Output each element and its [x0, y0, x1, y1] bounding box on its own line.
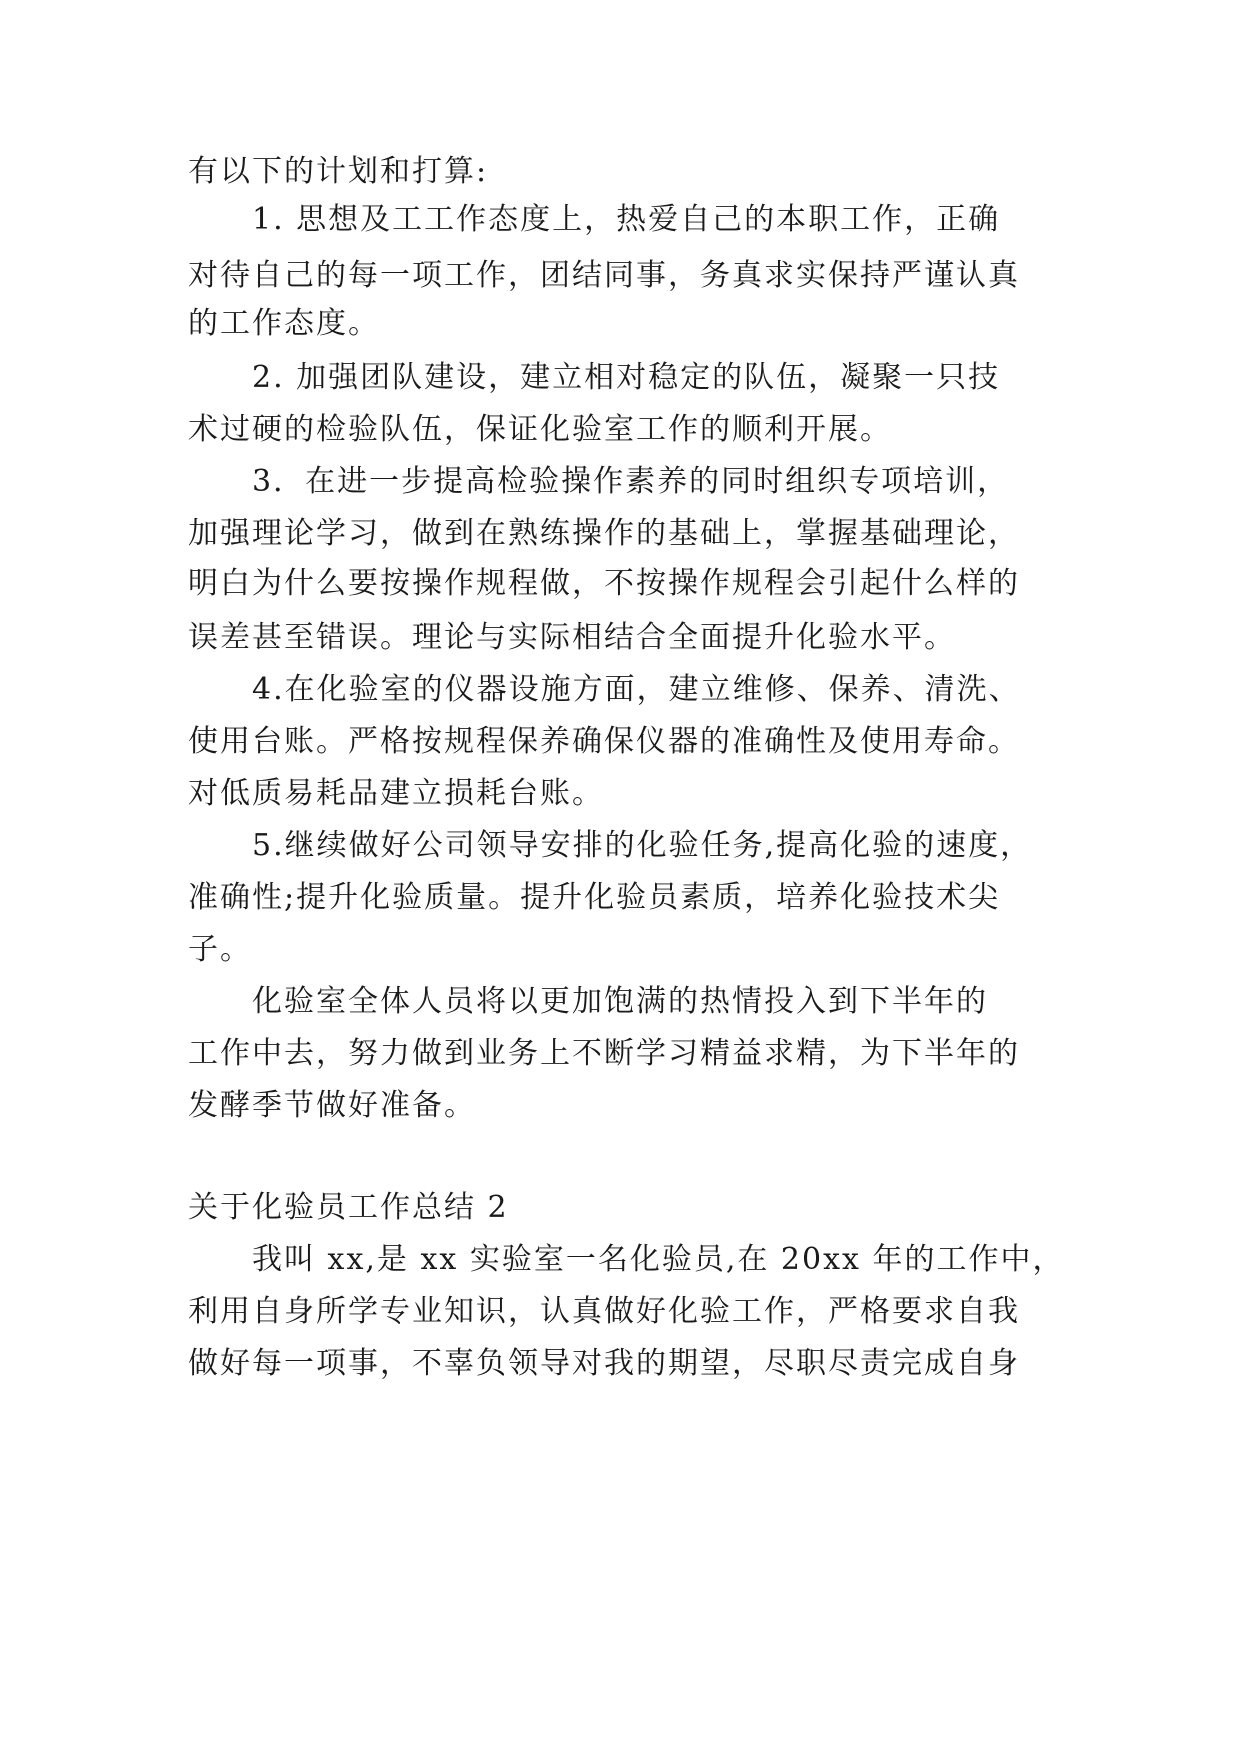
- list-item-2-line-1: 2. 加强团队建设，建立相对稳定的队伍，凝聚一只技: [252, 360, 1001, 395]
- list-item-5-line-2: 准确性;提升化验质量。提升化验员素质，培养化验技术尖: [188, 880, 1001, 915]
- closing-paragraph-line-2: 工作中去，努力做到业务上不断学习精益求精，为下半年的: [188, 1036, 1020, 1071]
- section-heading: 关于化验员工作总结 2: [188, 1190, 509, 1225]
- list-item-3-line-2: 加强理论学习，做到在熟练操作的基础上，掌握基础理论，: [188, 516, 1020, 551]
- list-item-4-line-1: 4.在化验室的仪器设施方面，建立维修、保养、清洗、: [252, 672, 1021, 707]
- list-item-3-line-1: 3．在进一步提高检验操作素养的同时组织专项培训，: [252, 464, 1010, 499]
- intro-paragraph-line-2: 利用自身所学专业知识，认真做好化验工作，严格要求自我: [188, 1294, 1020, 1329]
- list-item-4-line-3: 对低质易耗品建立损耗台账。: [188, 776, 604, 811]
- list-item-5-line-3: 子。: [188, 932, 252, 967]
- closing-paragraph-line-3: 发酵季节做好准备。: [188, 1088, 476, 1123]
- list-item-4-line-2: 使用台账。严格按规程保养确保仪器的准确性及使用寿命。: [188, 724, 1020, 759]
- list-item-1-line-3: 的工作态度。: [188, 306, 380, 341]
- list-item-2-line-2: 术过硬的检验队伍，保证化验室工作的顺利开展。: [188, 412, 892, 447]
- list-item-1-line-2: 对待自己的每一项工作，团结同事，务真求实保持严谨认真: [188, 258, 1020, 293]
- list-item-1-line-1: 1. 思想及工工作态度上，热爱自己的本职工作，正确: [252, 202, 1001, 237]
- intro-paragraph-line-3: 做好每一项事，不辜负领导对我的期望，尽职尽责完成自身: [188, 1346, 1020, 1381]
- closing-paragraph-line-1: 化验室全体人员将以更加饱满的热情投入到下半年的: [252, 984, 988, 1019]
- intro-paragraph-line-1: 我叫 xx,是 xx 实验室一名化验员,在 20xx 年的工作中，: [252, 1242, 1065, 1277]
- list-item-5-line-1: 5.继续做好公司领导安排的化验任务,提高化验的速度，: [252, 828, 1033, 863]
- list-item-3-line-3: 明白为什么要按操作规程做，不按操作规程会引起什么样的: [188, 566, 1020, 601]
- list-item-3-line-4: 误差甚至错误。理论与实际相结合全面提升化验水平。: [188, 620, 956, 655]
- text-line-intro: 有以下的计划和打算:: [188, 154, 489, 189]
